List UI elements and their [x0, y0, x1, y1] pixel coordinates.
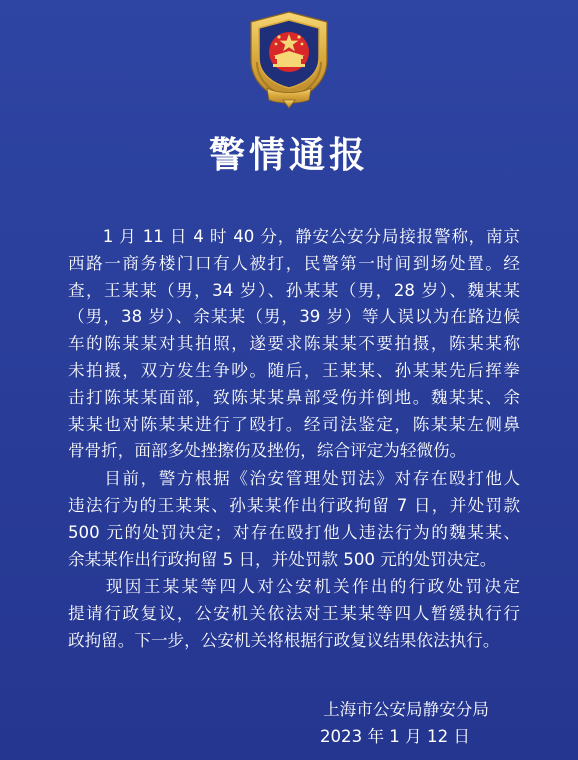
text-line: （男，38 岁）、余某某（男，39 岁）等人误以为在路边候	[68, 307, 520, 327]
text-line: 击打陈某某面部，致陈某某鼻部受伤并倒地。魏某某、余	[68, 387, 520, 407]
signature-date: 2023 年 1 月 12 日	[319, 727, 470, 746]
text-line: 提请行政复议，公安机关依法对王某某等四人暂缓执行行	[68, 604, 520, 624]
text-line: 余某某作出行政拘留 5 日，并处罚款 500 元的处罚决定。	[68, 549, 497, 569]
text-line: 政拘留。下一步，公安机关将根据行政复议结果依法执行。	[68, 630, 500, 650]
text-line: 500 元的处罚决定；对存在殴打他人违法行为的魏某某、	[68, 522, 520, 542]
text-line: 现因王某某等四人对公安机关作出的行政处罚决定	[68, 577, 520, 597]
text-line: 某某也对陈某某进行了殴打。经司法鉴定，陈某某左侧鼻	[68, 414, 520, 434]
notice-body	[68, 224, 520, 656]
page-title: 警情通报	[208, 135, 369, 176]
paragraph-2	[68, 466, 520, 573]
paragraph-3	[68, 574, 520, 654]
text-line: 车的陈某某对其拍照，遂要求陈某某不要拍摄，陈某某称	[68, 334, 520, 354]
text-line: 1 月 11 日 4 时 40 分，静安公安分局接报警称，南京	[68, 227, 520, 246]
text-line: 违法行为的王某某、孙某某作出行政拘留 7 日，并处罚款	[68, 495, 520, 515]
text-line: 骨骨折，面部多处挫擦伤及挫伤，综合评定为轻微伤。	[68, 441, 467, 461]
text-line: 查，王某某（男，34 岁）、孙某某（男，28 岁）、魏某某	[68, 280, 520, 300]
signature-organization: 上海市公安局静安分局	[323, 700, 489, 719]
police-emblem-icon	[243, 10, 335, 110]
text-line: 目前，警方根据《治安管理处罚法》对存在殴打他人	[68, 469, 520, 489]
paragraph-1	[68, 224, 520, 465]
text-line: 西路一商务楼门口有人被打，民警第一时间到场处置。经	[68, 253, 520, 273]
text-line: 未拍摄，双方发生争吵。随后，王某某、孙某某先后挥拳	[68, 360, 520, 380]
